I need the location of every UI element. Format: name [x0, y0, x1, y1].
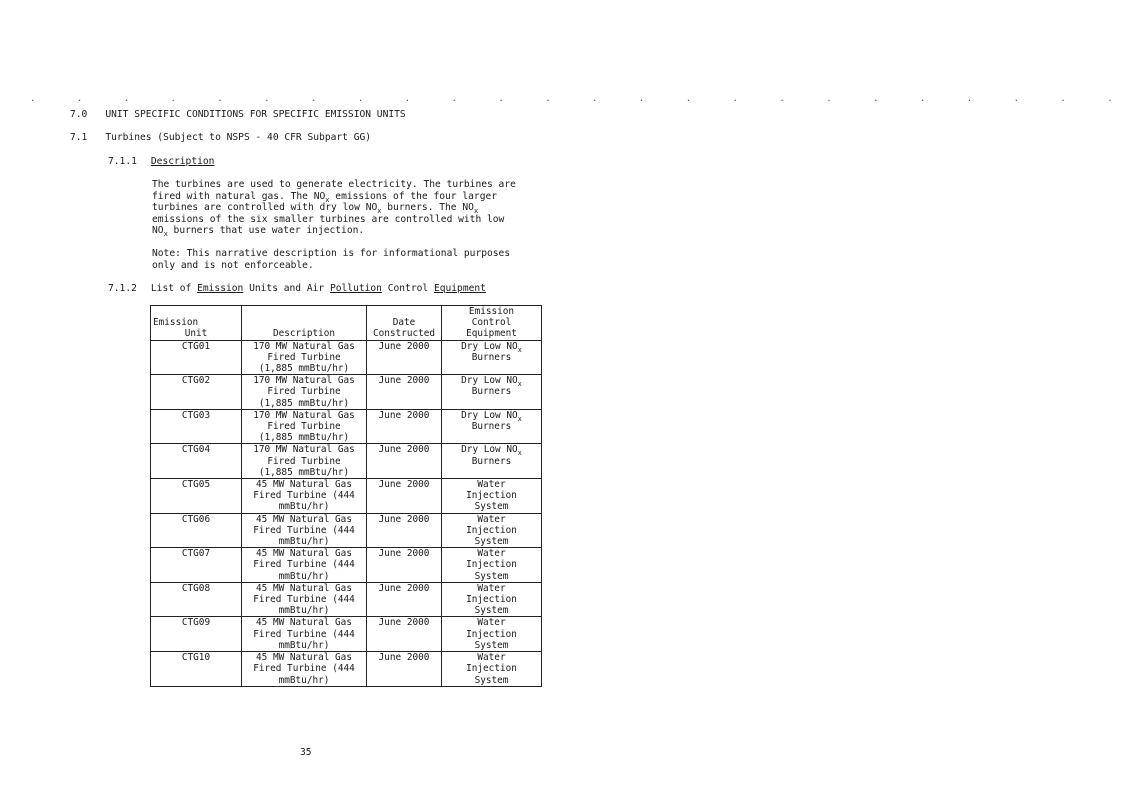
description-cell	[242, 652, 367, 687]
description-cell-line: 45 MW Natural Gas	[256, 479, 352, 491]
paragraph-line: emissions of the six smaller turbines are controlled with low	[152, 213, 505, 225]
unit-cell	[151, 652, 242, 687]
paragraph-line: only and is not enforceable.	[152, 259, 314, 271]
description-cell-line: 45 MW Natural Gas	[256, 582, 352, 594]
description-cell-line: (1,885 mmBtu/hr)	[258, 432, 350, 444]
equipment-cell-line: Water	[477, 652, 506, 664]
date-cell	[367, 582, 442, 617]
date-cell	[367, 617, 442, 652]
description-cell-line: mmBtu/hr)	[278, 674, 330, 686]
description-cell-line: 45 MW Natural Gas	[256, 513, 352, 525]
unit-cell	[151, 340, 242, 375]
description-cell-line: (1,885 mmBtu/hr)	[258, 363, 350, 375]
equipment-cell	[442, 375, 542, 410]
date-cell-line: June 2000	[378, 548, 430, 560]
equipment-cell-line: System	[474, 536, 509, 548]
table-row	[151, 582, 542, 617]
date-cell-line: June 2000	[378, 652, 430, 664]
unit-cell	[151, 375, 242, 410]
unit-cell-line: CTG05	[181, 479, 211, 491]
date-cell-line: June 2000	[378, 513, 430, 525]
unit-cell	[151, 444, 242, 479]
equipment-cell-line: Water	[477, 582, 506, 594]
section-title: UNIT SPECIFIC CONDITIONS FOR SPECIFIC EMISSION UNITS	[105, 109, 406, 120]
table-row	[151, 375, 542, 410]
description-cell-line: Fired Turbine (444	[253, 663, 355, 675]
equipment-cell-line: Dry Low $NO_x$	[461, 340, 522, 354]
subsection-heading	[70, 132, 371, 144]
date-cell	[367, 409, 442, 444]
description-cell-line: 170 MW Natural Gas	[253, 340, 355, 352]
table-row	[151, 444, 542, 479]
equipment-cell-line: System	[474, 639, 509, 651]
paragraph-line: fired with natural gas. The $NO_x$ emissions of the four larger	[152, 190, 498, 204]
description-cell-line: 170 MW Natural Gas	[253, 375, 355, 387]
unit-cell	[151, 548, 242, 583]
description-cell-line: Fired Turbine	[267, 455, 341, 467]
unit-cell-line: CTG02	[181, 375, 211, 387]
equipment-table	[150, 305, 542, 687]
description-cell	[242, 375, 367, 410]
equipment-cell-line: System	[474, 570, 509, 582]
description-cell-line: 170 MW Natural Gas	[253, 409, 355, 421]
equipment-cell	[442, 513, 542, 548]
note-paragraph	[152, 248, 552, 271]
description-cell-line: Fired Turbine (444	[253, 524, 355, 536]
equipment-cell-line: Dry Low $NO_x$	[461, 409, 522, 423]
description-cell-line: mmBtu/hr)	[278, 501, 330, 513]
subsection-title: Turbines (Subject to NSPS - 40 CFR Subpart GG)	[105, 132, 372, 143]
description-cell-line: (1,885 mmBtu/hr)	[258, 466, 350, 478]
header-equipment: Emission Control Equipment	[442, 306, 542, 341]
description-cell	[242, 582, 367, 617]
date-cell-line: June 2000	[378, 409, 430, 421]
equipment-cell-line: Water	[477, 548, 506, 560]
date-cell	[367, 548, 442, 583]
equipment-cell-line: Burners	[471, 421, 512, 433]
equipment-cell-line: Dry Low $NO_x$	[461, 444, 522, 458]
table-row	[151, 617, 542, 652]
date-cell-line: June 2000	[378, 375, 430, 387]
description-cell-line: mmBtu/hr)	[278, 536, 330, 548]
equipment-cell-line: Injection	[466, 594, 517, 606]
header-unit: Emission Unit	[151, 306, 242, 341]
description-cell-line: Fired Turbine	[267, 386, 341, 398]
date-cell-line: June 2000	[378, 444, 430, 456]
section-number: 7.0	[70, 109, 88, 120]
table-row	[151, 409, 542, 444]
unit-cell	[151, 479, 242, 514]
equipment-cell-line: Injection	[466, 524, 517, 536]
unit-cell-line: CTG09	[181, 617, 211, 629]
equipment-cell-line: Dry Low $NO_x$	[461, 375, 522, 389]
subsection-number: 7.1	[70, 132, 88, 143]
description-cell	[242, 444, 367, 479]
equipment-cell-line: Injection	[466, 663, 517, 675]
unit-cell	[151, 617, 242, 652]
paragraph-line: $NO_x$ burners that use water injection.	[152, 225, 365, 238]
date-cell	[367, 652, 442, 687]
table-row	[151, 548, 542, 583]
equipment-cell-line: Injection	[466, 628, 517, 640]
unit-cell-line: CTG07	[181, 548, 211, 560]
unit-cell-line: CTG03	[181, 409, 211, 421]
date-cell	[367, 375, 442, 410]
paragraph-line: The turbines are used to generate electricity. The turbines are	[152, 179, 516, 190]
separator-dots: . . . . . . . . . . . . . . . . . . . . . . . .	[30, 94, 1131, 104]
page-number: 35	[300, 747, 312, 758]
description-cell	[242, 479, 367, 514]
description-cell	[242, 513, 367, 548]
date-cell	[367, 513, 442, 548]
description-cell-line: Fired Turbine (444	[253, 559, 355, 571]
equipment-cell-line: Water	[477, 617, 506, 629]
equipment-cell	[442, 444, 542, 479]
equipment-cell	[442, 548, 542, 583]
unit-cell	[151, 409, 242, 444]
description-title: Description	[150, 156, 215, 167]
description-cell	[242, 409, 367, 444]
date-cell	[367, 444, 442, 479]
list-number: 7.1.2	[108, 283, 137, 294]
equipment-cell-line: Burners	[471, 386, 512, 398]
description-cell-line: 170 MW Natural Gas	[253, 444, 355, 456]
description-cell-line: 45 MW Natural Gas	[256, 652, 352, 664]
equipment-cell-line: System	[474, 501, 509, 513]
description-cell	[242, 617, 367, 652]
date-cell-line: June 2000	[378, 582, 430, 594]
description-cell-line: Fired Turbine (444	[253, 490, 355, 502]
unit-cell-line: CTG08	[181, 582, 211, 594]
equipment-cell-line: Injection	[466, 559, 517, 571]
equipment-cell	[442, 479, 542, 514]
equipment-cell-line: System	[474, 605, 509, 617]
description-cell-line: 45 MW Natural Gas	[256, 548, 352, 560]
list-title: List of Emission Units and Air Pollution Control Equipment	[150, 283, 486, 294]
unit-cell-line: CTG01	[181, 340, 211, 352]
description-heading	[108, 156, 214, 168]
unit-cell-line: CTG10	[181, 652, 211, 664]
table-row	[151, 513, 542, 548]
equipment-cell	[442, 582, 542, 617]
description-cell	[242, 548, 367, 583]
section-heading	[70, 109, 406, 121]
unit-cell	[151, 582, 242, 617]
description-cell-line: Fired Turbine	[267, 421, 341, 433]
equipment-cell-line: Burners	[471, 455, 512, 467]
description-cell	[242, 340, 367, 375]
header-date: Date Constructed	[367, 306, 442, 341]
paragraph-line: turbines are controlled with dry low $NO_x$ burners. The $NO_x$	[152, 202, 479, 215]
date-cell	[367, 340, 442, 375]
equipment-cell	[442, 340, 542, 375]
table-row	[151, 479, 542, 514]
equipment-cell	[442, 409, 542, 444]
equipment-cell-line: Water	[477, 479, 506, 491]
unit-cell-line: CTG04	[181, 444, 211, 456]
equipment-cell	[442, 617, 542, 652]
description-cell-line: Fired Turbine (444	[253, 628, 355, 640]
description-cell-line: (1,885 mmBtu/hr)	[258, 397, 350, 409]
description-cell-line: mmBtu/hr)	[278, 570, 330, 582]
description-number: 7.1.1	[108, 156, 137, 167]
equipment-cell-line: Burners	[471, 351, 512, 363]
equipment-cell-line: Water	[477, 513, 506, 525]
equipment-cell-line: Injection	[466, 490, 517, 502]
unit-cell-line: CTG06	[181, 513, 211, 525]
description-cell-line: mmBtu/hr)	[278, 605, 330, 617]
date-cell	[367, 479, 442, 514]
equipment-cell-line: System	[474, 674, 509, 686]
date-cell-line: June 2000	[378, 479, 430, 491]
table-header-row	[151, 306, 542, 341]
date-cell-line: June 2000	[378, 340, 430, 352]
description-paragraph	[152, 179, 552, 237]
date-cell-line: June 2000	[378, 617, 430, 629]
header-description: Description	[242, 306, 367, 341]
table-row	[151, 652, 542, 687]
description-cell-line: Fired Turbine (444	[253, 594, 355, 606]
list-heading	[108, 283, 486, 295]
description-cell-line: 45 MW Natural Gas	[256, 617, 352, 629]
paragraph-line: Note: This narrative description is for informational purposes	[152, 248, 511, 259]
unit-cell	[151, 513, 242, 548]
equipment-cell	[442, 652, 542, 687]
description-cell-line: mmBtu/hr)	[278, 639, 330, 651]
description-cell-line: Fired Turbine	[267, 351, 341, 363]
table-row	[151, 340, 542, 375]
